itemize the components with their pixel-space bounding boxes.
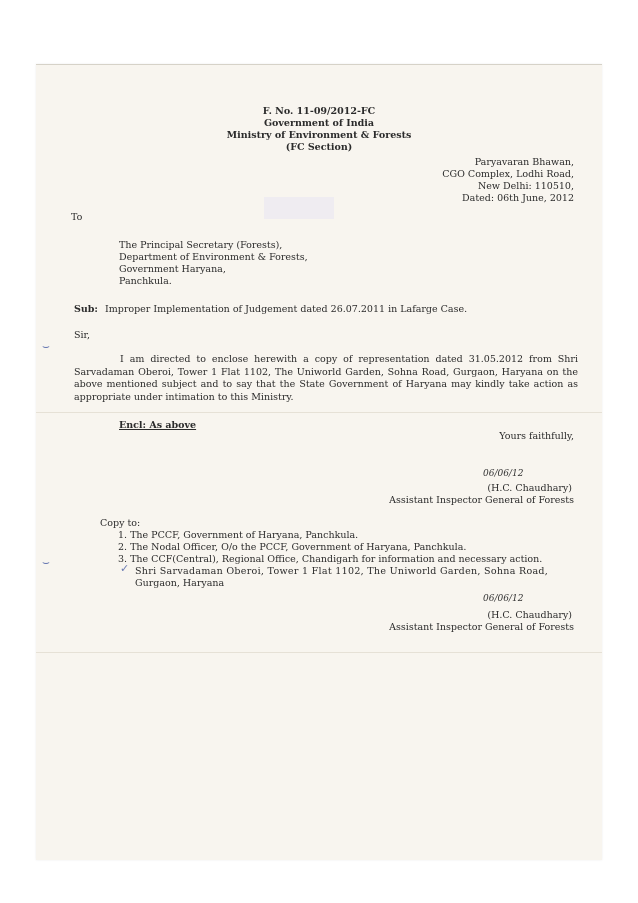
signatory-designation: Assistant Inspector General of Forests: [389, 495, 574, 506]
signatory-designation: Assistant Inspector General of Forests: [389, 622, 574, 633]
margin-tick-mark: ⌣: [42, 555, 50, 569]
signature-initials: 06/06/12: [483, 469, 524, 479]
address-line-3: New Delhi: 110510,: [477, 181, 574, 192]
file-number: F. No. 11-09/2012-FC: [262, 106, 376, 117]
signatory-name: (H.C. Chaudhary): [487, 483, 572, 494]
letter-date: Dated: 06th June, 2012: [462, 193, 574, 204]
closing: Yours faithfully,: [499, 431, 574, 442]
government-line: Government of India: [263, 118, 375, 129]
scan-smudge: [264, 197, 334, 219]
fold-line: [36, 412, 602, 413]
copy-item-4: Shri Sarvadaman Oberoi, Tower 1 Flat 1102, The Uniworld Garden, Sohna Road,: [135, 566, 549, 577]
recipient-line-1: The Principal Secretary (Forests),: [119, 240, 283, 251]
recipient-line-4: Panchkula.: [119, 276, 172, 287]
copy-item-2: 2. The Nodal Officer, O/o the PCCF, Government of Haryana, Panchkula.: [118, 542, 467, 553]
margin-tick-mark: ⌣: [42, 339, 50, 353]
checkmark-icon: ✓: [120, 562, 130, 575]
section-line: (FC Section): [285, 142, 353, 153]
enclosure-note: Encl: As above: [119, 420, 197, 431]
letter-sheet: [36, 64, 602, 860]
recipient-line-2: Department of Environment & Forests,: [119, 252, 308, 263]
signature-initials: 06/06/12: [483, 594, 524, 604]
signatory-name: (H.C. Chaudhary): [487, 610, 572, 621]
copy-item-3: 3. The CCF(Central), Regional Office, Chandigarh for information and necessary action.: [118, 554, 543, 565]
address-line-1: Paryavaran Bhawan,: [474, 157, 574, 168]
subject-text: Improper Implementation of Judgement dated 26.07.2011 in Lafarge Case.: [105, 304, 468, 315]
to-label: To: [71, 212, 83, 223]
ministry-line: Ministry of Environment & Forests: [226, 130, 412, 141]
address-line-2: CGO Complex, Lodhi Road,: [442, 169, 574, 180]
subject-label: Sub:: [74, 304, 98, 315]
salutation: Sir,: [74, 330, 91, 341]
recipient-line-3: Government Haryana,: [119, 264, 226, 275]
fold-line: [36, 652, 602, 653]
copy-to-label: Copy to:: [100, 518, 141, 529]
copy-item-4-cont: Gurgaon, Haryana: [135, 578, 225, 589]
body-paragraph: I am directed to enclose herewith a copy of representation dated 31.05.2012 from Shri Sarvadaman Oberoi, Tower 1 Flat 1102, The Uniworld Garden, Sohna Road, Gurgaon, Haryana on the above mentioned subject and to say that the State Government of Haryana may kindly take action as appropriate under intimation to this Ministry.: [74, 354, 578, 403]
copy-item-1: 1. The PCCF, Government of Haryana, Panchkula.: [118, 530, 359, 541]
